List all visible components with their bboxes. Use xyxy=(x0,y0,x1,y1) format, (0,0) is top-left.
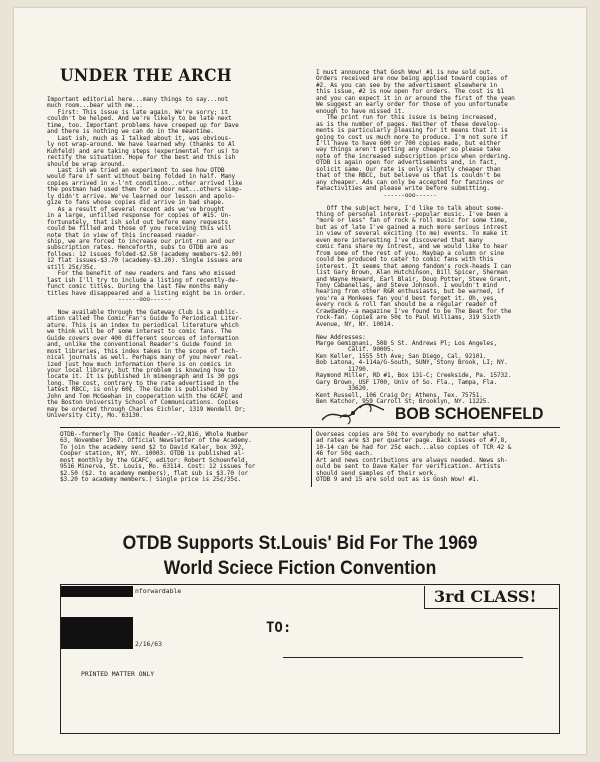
postage-class: 3rd CLASS! xyxy=(434,587,537,606)
printed-matter-label: PRINTED MATTER ONLY xyxy=(81,670,155,678)
to-label: TO: xyxy=(266,620,292,636)
redaction-block xyxy=(61,617,133,649)
undeliverable-note: nforwardable xyxy=(135,587,182,595)
signature: BOB SCHOENFELD xyxy=(395,404,544,423)
colophon-left: OTDB--formerly The Comic Reader--V2,N16, Whole Number 63, November 1967. Official Newsletter of the Academy. To join the academy send $2 to David Kaler, box 392, Cooper station, NY, NY. 10003. OTDB is published al- most monthly by the GCAFC, editor: Robert Schoenfeld, 9516 Minerva, St. Louis, Mo. 63114. Cost: 12 issues for $2.50 ($2. to academy members), flat sub is $3.70 (or $3.20 to academy members.) Single price is 25¢/35¢. xyxy=(60,431,256,484)
flourish-ornament xyxy=(320,398,386,426)
colophon-right: Overseas copies are 50¢ to everybody no matter what. ad rates are $3 per quarter page. Back issues of #7,8, 10-14 can be had for 25¢ each...also copies of TCR 42 & 46 for 50¢ each. Art and news contributions are always needed. News sh- ould be sent to Dave Kaler for verification. Artists should send samples of their work. OTDB 9 and 15 are sold out as is Gosh Wow! #1. xyxy=(316,431,512,484)
address-line xyxy=(283,657,523,658)
announcement-column: I must announce that Gosh Wow! #1 is now sold out. Orders received are now being applied toward copies of #2. As you can see by the advertisment elsewhere in this issue, #2 is now open for orders. The cost is $1 and you can expect it in or around the first of the yean We suggest an early order for those of you unfortunate enough to have missed it. The print run for this issue is being increased, as is the number of pages. Neither of these develop- ments is particularly pleasing for it means that it is going to cost us much more to produce. I'm not sure if I'll have to have 600 or 700 copies made, but either way things aren't getting any cheaper so please take note of the increased subscription price when ordering. OTDB is again open for advertisements and, in fact, solicit same. Our rate is only slightly cheaper than that of the RBCC, but believe us that is couldn't be any cheaper. Ads can only be accepted for fanzines or fanactivities and please write before submitting. ------ooo------ Off the subject here, I'd like to talk about some- thing of personal interest--popular music. I've been a "more or less" fan of rock & roll music for some time, but as of late I've gained a much more serious intrest in view of several exciting (to me) events. To make it even more interesting I've discovered that many comic fans share my intrest, and we would like to hear from some of the rest of you. Maybap a column or sine could be produced to cater to comic fans with this interest. It seems that among fandom's rock-heads I can list Gary Brown, Alan Hutchinson, Bill Spicer, Sherman and Wayne Howard, Earl Blair, Doug Potter, Steve Grant, Tony Cabanellas, and Steve Johnson. I wouldn't mind hearing from other R&R enthusiasts, but be warned, if you're a Monkees fan you'd best forget it. Oh, yes, every rock & roll fan should be a regular reader of Crawdaddy--a magazine I've found to be The Beat for the rock-fan. Copies are 50¢ to Paul Williams, 319 Sixth Avenue, NY, NY. 10014. New Addresses: Marge Gemignani, 508 S St. Andrews Pl; Los Angeles, Calif. 90005. Ken Keller, 1555 5th Ave; San Diego, Cal. 92101. Bob Latona, 4-114a/G-South, SUNY, Stony Brook, LI; NY. 11790. Raymond Miller, RD #1, Box 131-C; Creekside, Pa. 15732. Gary Brown, USF 1700, Univ of So. Fla., Tampa, Fla. 33620. Kent Russell, 106 Craig Dr; Athens, Tex. 75751. Ben Katchor, 959 Carroll St; Brooklyn, NY. 11225. xyxy=(316,69,515,406)
headline-line2: World Sciece Fiction Convention xyxy=(163,558,437,579)
divider-vertical xyxy=(311,429,312,487)
editorial-title: UNDER THE ARCH xyxy=(60,66,232,86)
editorial-column: Important editorial here...many things to say...not much room...bear with me... First: This issue is late again. We're sorry; it couldn't be helped. And we're likely to be late next time, too. Important problems have creeped up for Dave and there is nothing we can do in the meantime. Last ish, much as I talked about it, was obvious- ly not wrap-around. We have learned why (thanks to Al Kuhfeld) and are taking steps (experimental for us) to rectify the situation. Hope for the best and this ish should be wrap around. Last ish we tried an experiment to see how OTDB would fare if sent without being folded in half. Many copies arrived in x-l'nt condition...other arrived like the postman had used them for a door mat...others simp- ly didn't arrive. We've learned our lesson and apolo- gize to fans whose copies did arrive in bad shape. As a result of several recent ads we've brought in a large, unfilled response for copies of #15. Un- fortunately, that ish sold out before many requests could be filled and those of you receiving this will note that in view of this increased reader- ship, we are forced to increase our print run and our subscription rates. Henceforth, subs to OTDB are as follows: 12 issues folded-$2.50 (academy members-$2.00) 12 flat issues-$3.70 (academy-$3.20). Single issues are still 25¢/35¢. For the benefit of new readers and fans who missed last ish I'll try to include a listing of recently-de- funct comic titles. During the last few months many titles have disappeared and a listing might be in order. ------ooo------ Now available through the Gateway Club is a public- ation called The Comic Fan's Guide To Periodical Liter- ature. This is an index to periodical literature which we think will be of some interest to comic fans. The Guide covers over 400 different sources of information and, unlike the conventional Reader's Guide found in most libraries, this index takes in the scope of tech- nical journals as well. Perhaps many of you never real- ized just how much information there is on comics in your local library, but the problem is knowing how to locate it. It is published in mimeograph and is 30 pgs long. The cost, contrary to the rate advertised in the latest RBCC, is only 60¢. The Guide is published by John and Tom McGeehan in cooperation with the GCAFC and the Boston University School of Communications. Copies may be ordered through Charles Eichler, 1319 Wendell Dr; University City, Mo. 63130. xyxy=(47,96,246,420)
headline-line1: OTDB Supports St.Louis' Bid For The 1969 xyxy=(122,533,478,554)
redaction-bar xyxy=(61,586,133,597)
mailing-box xyxy=(60,584,560,734)
mailing-date: 2/16/63 xyxy=(135,640,162,648)
divider-horizontal xyxy=(60,427,560,428)
